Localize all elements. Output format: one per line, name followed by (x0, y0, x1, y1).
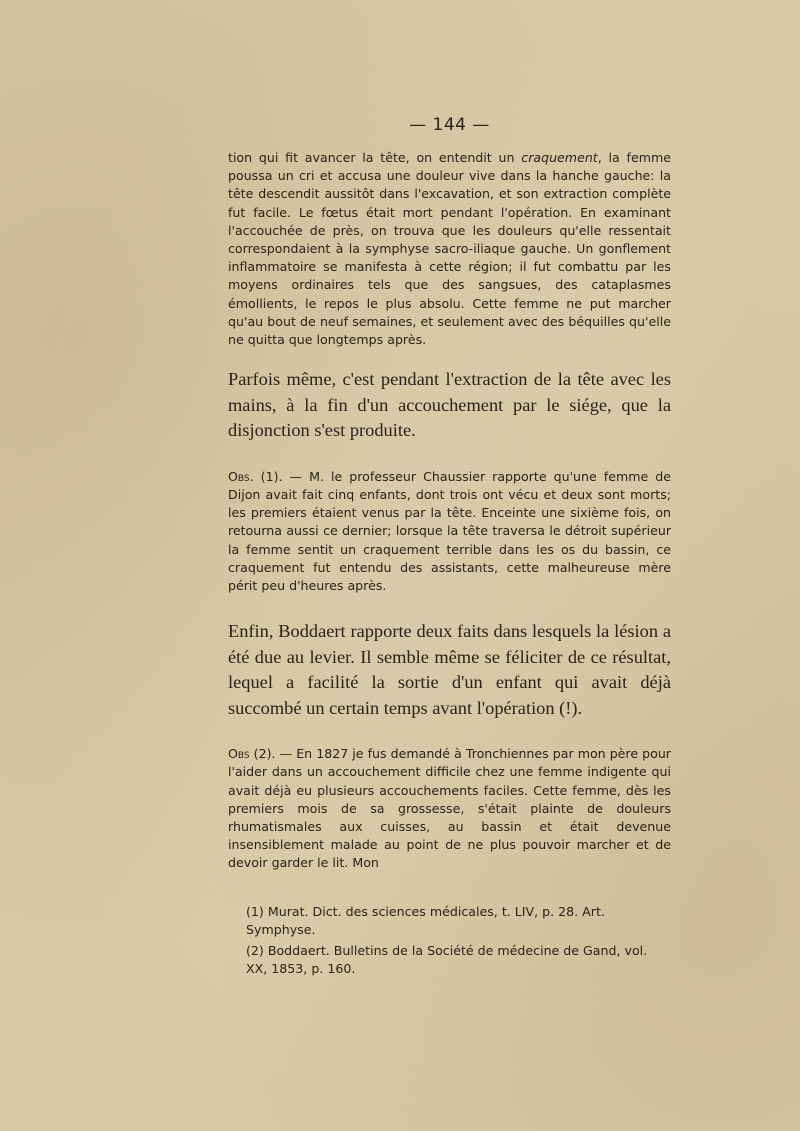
paragraph-extraction: Parfois même, c'est pendant l'extraction de la tête avec les mains, à la fin d'un accouchement par le siége, que la disjonction s'est produite. (228, 369, 671, 441)
page-body (228, 115, 671, 978)
observation-2 (228, 745, 671, 872)
emphasis-craquement: craquement (521, 150, 598, 165)
observation-1-heading: Obs. (1). (228, 468, 283, 484)
observation-1 (228, 468, 671, 595)
footnote-2: (2) Boddaert. Bulletins de la Société de médecine de Gand, vol. XX, 1853, p. 160. (246, 942, 648, 977)
paragraph-text-after: , la femme poussa un cri et accusa une douleur vive dans la hanche gauche: la tête descendit aussitôt dans l'excavation, et son extraction complète fut facile. Le fœtus était mort pendant l'opération. En examinant l'accouchée de près, on trouva que les douleurs qu'elle ressentait correspondaient à la symphyse sacro-iliaque gauche. Un gonflement inflammatoire se manifesta à cette région; il fut combattu par les moyens ordinaires tels que des sangsues, des cataplasmes émollients, le repos le plus absolu. Cette femme ne put marcher qu'au bout de neuf semaines, et seulement avec des béquilles qu'elle ne quitta que longtemps après. (228, 150, 671, 348)
observation-1-text: — M. le professeur Chaussier rapporte qu'une femme de Dijon avait fait cinq enfants, dont trois ont vécu et deux sont morts; les premiers étaient venus par la tête. Enceinte une sixième fois, on retourna aussi ce dernier; lorsque la tête traversa le détroit supérieur la femme sentit un craquement terrible dans les os du bassin, ce craquement fut entendu des assistants, cette malheureuse mère périt peu d'heures après. (228, 468, 671, 593)
paragraph-continuation (228, 149, 671, 349)
paragraph-boddaert: Enfin, Boddaert rapporte deux faits dans lesquels la lésion a été due au levier. Il semble même se féliciter de ce résultat, lequel a facilité la sortie d'un enfant qui avait déjà succombé un certain temps avant l'opération (!). (228, 621, 671, 718)
page-number: — 144 — (409, 115, 490, 135)
footnote-1: (1) Murat. Dict. des sciences médicales, t. LIV, p. 28. Art. Symphyse. (246, 903, 605, 937)
observation-2-heading: Obs (2). (228, 746, 276, 762)
observation-2-text: — En 1827 je fus demandé à Tronchiennes par mon père pour l'aider dans un accouchement difficile chez une femme indigente qui avait déjà eu plusieurs accouchements faciles. Cette femme, dès les premiers mois de sa grossesse, s'était plainte de douleurs rhumatismales aux cuisses, au bassin et était devenue insensiblement malade au point de ne plus pouvoir marcher et de devoir garder le lit. Mon (228, 746, 671, 871)
paragraph-text-before: tion qui fit avancer la tête, on entendit un (228, 150, 522, 165)
footnotes (228, 903, 671, 979)
